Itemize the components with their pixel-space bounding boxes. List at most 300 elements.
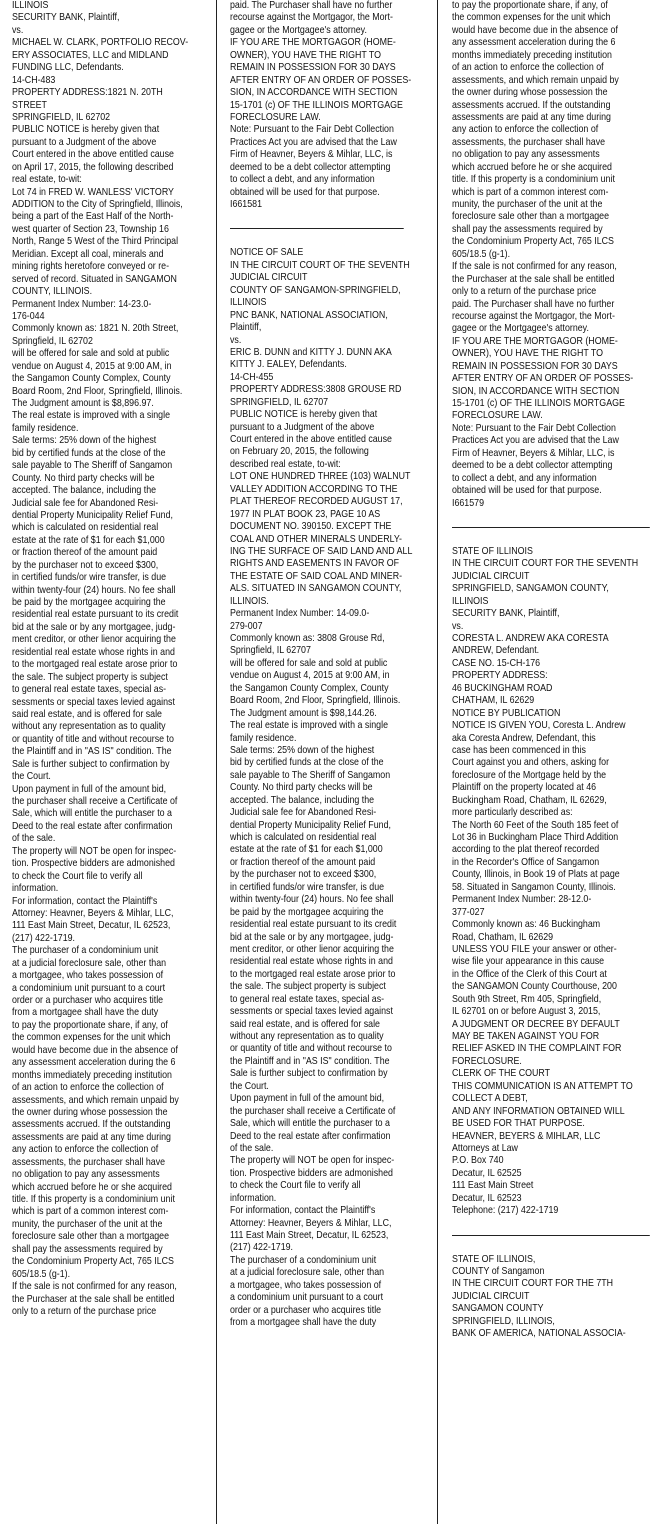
notice-text-line: AND ANY INFORMATION OBTAINED WILL [452,1105,625,1117]
notice-text-line: months immediately preceding institution [12,1069,172,1081]
notice-text-line: aka Coresta Andrew, Defendant, this [452,732,596,744]
notice-text-line: the Court. [230,1080,269,1092]
notice-text-line: UNLESS YOU FILE your answer or other- [452,943,617,955]
notice-text-line: sale payable to The Sheriff of Sangamon [12,460,173,472]
notice-text-line: residential real estate whose rights in and [12,646,175,658]
notice-text-line: CLERK OF THE COURT [452,1068,551,1080]
notice-text-line: ANDREW, Defendant. [452,645,540,657]
notice-text-line: MICHAEL W. CLARK, PORTFOLIO RECOV- [12,37,189,49]
notice-text-line: to check the Court file to verify all [12,870,143,882]
notice-text-line: County. No third party checks will be [230,782,373,794]
notice-text-line: 605/18.5 (g-1). [452,248,511,260]
notice-text-line: FORECLOSURE. [452,1055,522,1067]
notice-text-line: from a mortgagee shall have the duty [12,1007,159,1019]
notice-text-line: pursuant to a Judgment of the above [12,136,157,148]
notice-text-line: COLLECT A DEBT, [452,1093,528,1105]
notice-text-line: The property will NOT be open for inspec- [230,1155,395,1167]
notice-text-line: ALS. SITUATED IN SANGAMON COUNTY, [230,583,402,595]
notice-text-line: The purchaser of a condominium unit [230,1254,377,1266]
notice-text-line: Practices Act you are advised that the Law [230,136,397,148]
notice-text-line: said real estate, and is offered for sale [12,708,162,720]
notice-text-line: Decatur, IL 62523 [452,1192,522,1204]
notice-text-line: by the purchaser not to exceed $300, [230,869,377,881]
notice-text-line: SECURITY BANK, Plaintiff, [12,12,120,24]
notice-text-line: to pay the proportionate share, if any, of [452,0,608,11]
notice-text-line: Sale terms: 25% down of the highest [230,744,375,756]
notice-text-line: ILLINOIS [230,297,267,309]
notice-text-line: JUDICIAL CIRCUIT [452,1290,530,1302]
legal-notice [12,0,206,1318]
notice-text-line: of the sale. [12,833,56,845]
notice-text-line: I661581 [230,199,263,210]
notice-text-line: PNC BANK, NATIONAL ASSOCIATION, [230,309,388,321]
notice-text-line: SPRINGFIELD, SANGAMON COUNTY, [452,583,609,595]
notice-text-line: 14-CH-455 [230,371,274,383]
notice-text-line: only to a return of the purchase price [12,1305,157,1317]
notice-text-line: wise file your appearance in this cause [452,956,605,968]
notice-text-line: SION, IN ACCORDANCE WITH SECTION [230,87,398,99]
notice-text-line: the purchaser shall receive a Certificate of [230,1105,396,1117]
notice-text-line: or fraction thereof of the amount paid [230,856,376,868]
notice-text-line: STREET [12,99,47,111]
notice-text-line: The real estate is improved with a single [12,410,170,422]
notice-text-line: munity, the purchaser of the unit at the [452,199,603,210]
notice-text-line: dential Property Municipality Relief Fund, [230,819,391,831]
notice-text-line: family residence. [12,422,79,434]
notice-text-line: ERIC B. DUNN and KITTY J. DUNN AKA [230,346,392,358]
notice-text-line: foreclosure sale other than a mortgagee [452,211,610,223]
notice-text-line: of an action to enforce the collection of [12,1082,164,1094]
notice-text-line: vendue on August 4, 2015 at 9:00 AM, in [12,360,172,372]
notice-text-line: from a mortgagee shall have the duty [230,1317,377,1329]
notice-text-line: foreclosure sale other than a mortgagee [12,1231,170,1243]
notice-text-line: title. If this property is a condominium unit [452,174,615,186]
notice-spacing [452,510,650,522]
notice-text-line: Sale is further subject to confirmation by [12,758,170,770]
notice-text-line: according to the plat thereof recorded [452,844,600,856]
notice-text-line: Firm of Heavner, Beyers & Mihlar, LLC, is [230,149,393,161]
notice-text-line: obtained will be used for that purpose. [452,485,602,497]
notice-text-line: Practices Act you are advised that the Law [452,435,619,447]
notice-text-line: within twenty-four (24) hours. No fee shall [230,894,394,906]
notice-text-line: the Sangamon County Complex, County [12,373,171,385]
notice-text-line: MAY BE TAKEN AGAINST YOU FOR [452,1031,600,1042]
notice-text-line: LOT ONE HUNDRED THREE (103) WALNUT [230,471,411,483]
notice-text-line: or quantity of title and without recourse to [12,733,174,745]
notice-text-line: BE USED FOR THAT PURPOSE. [452,1118,585,1130]
notice-text-line: Attorneys at Law [452,1142,518,1154]
notice-text-line: The purchaser of a condominium unit [12,945,159,957]
notice-text-line: which is calculated on residential real [230,832,377,843]
notice-text-line: of an action to enforce the collection of [452,62,604,74]
notice-text-line: west quarter of Section 23, Township 16 [12,223,169,235]
notice-text-line: A JUDGMENT OR DECREE BY DEFAULT [452,1018,620,1030]
notice-text-line: residential real estate pursuant to its credit [230,919,397,931]
notice-text-line: at a judicial foreclosure sale, other than [230,1267,385,1279]
notice-text-line: any assessment acceleration during the 6 [452,37,616,49]
notice-text-line: family residence. [230,732,297,744]
notice-text-line: SPRINGFIELD, IL 62702 [12,111,111,123]
notice-text-line: assessments, the purchaser shall have [452,136,606,148]
notice-text-line: 176-044 [12,310,45,322]
notice-text-line: Upon payment in full of the amount bid, [12,783,167,795]
notice-text-line: by the purchaser not to exceed $300, [12,559,159,571]
notice-text-line: Firm of Heavner, Beyers & Mihlar, LLC, is [452,447,615,459]
notice-text-line: IN THE CIRCUIT COURT FOR THE 7TH [452,1278,614,1290]
notice-text-line: in certified funds/or wire transfer, is due [12,572,167,584]
notice-text-line: on February 20, 2015, the following [230,446,369,458]
notice-text-line: THE ESTATE OF SAID COAL AND MINER- [230,570,403,582]
notice-text-line: sessments or special taxes levied against [230,1006,393,1018]
notice-text-line: information. [12,883,59,895]
notice-text-line: or quantity of title and without recourse to [230,1043,392,1055]
notice-text-line: which is calculated on residential real [12,522,159,534]
notice-text-line: shall pay the assessments required by [12,1243,163,1255]
notice-text-line: FUNDING LLC, Defendants. [12,62,124,74]
notice-text-line: a condominium unit pursuant to a court [230,1292,384,1304]
notice-text-line: Decatur, IL 62525 [452,1167,522,1179]
notice-text-line: ment creditor, or other lienor acquiring the [12,634,176,646]
notice-text-line: 46 BUCKINGHAM ROAD [452,682,553,694]
notice-text-line: order or a purchaser who acquires title [230,1304,382,1316]
notice-text-line: any action to enforce the collection of [452,124,599,136]
notice-text-line: vs. [452,620,464,632]
notice-text-line: AFTER ENTRY OF AN ORDER OF POSSES- [230,74,412,86]
notice-text-line: assessments are paid at any time during [452,111,611,123]
notice-text-line: SPRINGFIELD, ILLINOIS, [452,1315,555,1327]
notice-text-line: to collect a debt, and any information [452,472,597,484]
notice-text-line: being a part of the East Half of the North- [12,211,174,223]
notice-text-line: the Court. [12,771,51,783]
notice-text-line: assessments are paid at any time during [12,1131,171,1143]
notice-text-line: assessments accrued. If the outstanding [452,99,611,111]
notice-text-line: Sale terms: 25% down of the highest [12,435,157,447]
notice-text-line: will be offered for sale and sold at public [230,657,388,669]
notice-text-line: the Sangamon County Complex, County [230,682,389,694]
notice-text-line: in the Recorder's Office of Sangamon [452,856,600,868]
notice-text-line: PROPERTY ADDRESS:1821 N. 20TH [12,87,163,99]
notice-text-line: assessments accrued. If the outstanding [12,1119,171,1131]
notice-text-line: P.O. Box 740 [452,1155,504,1167]
notice-text-line: If the sale is not confirmed for any reason, [12,1281,177,1293]
notice-text-line: Deed to the real estate after confirmation [12,820,173,832]
notice-text-line: tion. Prospective bidders are admonished [12,858,175,870]
notice-text-line: Plaintiff, [230,322,262,334]
notice-text-line: BANK OF AMERICA, NATIONAL ASSOCIA- [452,1328,626,1340]
notice-text-line: without any representation as to quality [230,1031,384,1042]
notice-text-line: to the mortgaged real estate arose prior to [230,968,396,980]
notice-text-line: SECURITY BANK, Plaintiff, [452,608,560,620]
notice-separator-rule [230,223,430,235]
notice-text-line: to pay the proportionate share, if any, of [12,1019,168,1031]
notice-text-line: Commonly known as: 46 Buckingham [452,919,601,931]
notice-text-line: a mortgagee, who takes possession of [12,970,164,982]
notice-text-line: Buckingham Road, Chatham, IL 62629, [452,794,607,806]
notice-text-line: the sale. The subject property is subject [12,671,168,683]
notice-text-line: RELIEF ASKED IN THE COMPLAINT FOR [452,1043,622,1055]
notice-text-line: to general real estate taxes, special as- [230,993,385,1005]
notice-text-line: COUNTY, ILLINOIS. [12,286,93,298]
notice-text-line: deemed to be a debt collector attempting [452,460,613,472]
notice-text-line: pursuant to a Judgment of the above [230,421,375,433]
notice-text-line: SANGAMON COUNTY [452,1303,544,1315]
notice-text-line: Board Room, 2nd Floor, Springfield, Illinois. [12,385,183,397]
notice-text-line: ILLINOIS [12,0,49,11]
notice-text-line: Court entered in the above entitled cause [12,149,174,161]
notice-text-line: 111 East Main Street, Decatur, IL 62523, [230,1230,389,1241]
notice-text-line: COUNTY OF SANGAMON-SPRINGFIELD, [230,284,401,296]
notice-text-line: REMAIN IN POSSESSION FOR 30 DAYS [230,62,396,74]
notice-text-line: ment creditor, or other lienor acquiring the [230,943,394,955]
notice-text-line: Court entered in the above entitled cause [230,434,392,445]
notice-text-line: The property will NOT be open for inspec- [12,845,177,857]
notice-text-line: vs. [230,334,242,346]
notice-text-line: JUDICIAL CIRCUIT [230,272,308,284]
notice-spacing [452,534,650,546]
notice-text-line: munity, the purchaser of the unit at the [12,1218,163,1230]
notice-text-line: PROPERTY ADDRESS: [452,670,548,682]
notice-text-line: COAL AND OTHER MINERALS UNDERLY- [230,533,402,545]
notice-text-line: HEAVNER, BEYERS & MIHLAR, LLC [452,1130,601,1142]
notice-text-line: ILLINOIS. [230,595,269,607]
notice-text-line: Road, Chatham, IL 62629 [452,931,554,943]
notice-text-line: estate at the rate of $1 for each $1,000 [230,844,383,856]
notice-text-line: ILLINOIS [452,595,489,607]
notice-text-line: bid by certified funds at the close of the [12,447,166,459]
notice-text-line: gagee or the Mortgagee's attorney. [230,24,367,36]
notice-text-line: more particularly described as: [452,807,573,819]
notice-text-line: months immediately preceding institution [452,49,612,61]
notice-text-line: PUBLIC NOTICE is hereby given that [12,124,160,136]
notice-text-line: the common expenses for the unit which [452,12,611,24]
notice-text-line: STATE OF ILLINOIS, [452,1253,536,1265]
notice-text-line: which accrued before he or she acquired [12,1181,172,1193]
notice-text-line: ERY ASSOCIATES, LLC and MIDLAND [12,49,169,61]
notice-text-line: NOTICE IS GIVEN YOU, Coresta L. Andrew [452,720,626,732]
notice-text-line: PLAT THEREOF RECORDED AUGUST 17, [230,496,403,508]
notice-text-line: to general real estate taxes, special as- [12,684,167,696]
notice-text-line: will be offered for sale and sold at public [12,348,170,360]
notice-text-line: shall pay the assessments required by [452,223,603,235]
notice-text-line: the owner during whose possession the [452,87,608,99]
notice-text-line: Deed to the real estate after confirmation [230,1130,391,1142]
notice-text-line: Lot 74 in FRED W. WANLESS' VICTORY [12,186,174,198]
notice-text-line: the Condominium Property Act, 765 ILCS [12,1256,174,1268]
notice-text-line: IF YOU ARE THE MORTGAGOR (HOME- [230,37,396,49]
notice-text-line: the purchaser shall receive a Certificate of [12,796,178,807]
notice-text-line: South 9th Street, Rm 405, Springfield, [452,993,602,1005]
notice-text-line: to check the Court file to verify all [230,1180,361,1192]
notice-text-line: in the Office of the Clerk of this Court at [452,968,607,980]
notice-text-line: no obligation to pay any assessments [452,149,600,161]
notice-text-line: North, Range 5 West of the Third Principal [12,236,179,248]
notice-text-line: residential real estate whose rights in and [230,956,393,968]
notice-text-line: IN THE CIRCUIT COURT OF THE SEVENTH [230,259,410,271]
legal-notice [452,546,650,1218]
notice-text-line: accepted. The balance, including the [12,485,157,497]
notice-text-line: case has been commenced in this [452,744,586,756]
notice-text-line: 111 East Main Street [452,1180,534,1192]
notice-text-line: bid at the sale or by any mortgagee, judg- [12,621,176,633]
notice-text-line: KITTY J. EALEY, Defendants. [230,359,347,371]
notice-text-line: Court against you and others, asking for [452,757,610,769]
notice-text-line: Permanent Index Number: 14-09.0- [230,608,370,620]
notice-text-line: Meridian. Except all coal, minerals and [12,248,164,260]
column-3 [452,0,650,1524]
notice-text-line: AFTER ENTRY OF AN ORDER OF POSSES- [452,373,634,385]
notice-text-line: residential real estate pursuant to its credit [12,609,179,621]
notice-text-line: sessments or special taxes levied against [12,696,175,708]
notice-text-line: the common expenses for the unit which [12,1032,171,1044]
notice-text-line: the SANGAMON County Courthouse, 200 [452,981,617,993]
legal-notice [230,0,430,211]
notice-text-line: THIS COMMUNICATION IS AN ATTEMPT TO [452,1080,633,1092]
notice-text-line: ING THE SURFACE OF SAID LAND AND ALL [230,545,413,557]
notice-text-line: Commonly known as: 3808 Grouse Rd, [230,633,385,644]
notice-text-line: estate at the rate of $1 for each $1,000 [12,534,165,546]
notice-text-line: OWNER), YOU HAVE THE RIGHT TO [230,49,382,61]
notice-text-line: recourse against the Mortgagor, the Mort- [452,310,615,322]
notice-text-line: Plaintiff on the property located at 46 [452,782,597,794]
notice-separator-rule [452,1230,650,1242]
notice-text-line: Attorney: Heavner, Beyers & Mihlar, LLC, [12,907,174,919]
legal-notice [452,0,650,510]
notice-text-line: the Purchaser at the sale shall be entitled [452,273,615,285]
notice-text-line: 15-1701 (c) OF THE ILLINOIS MORTGAGE [230,99,403,111]
notice-text-line: Springfield, IL 62702 [12,335,93,347]
notice-text-line: STATE OF ILLINOIS [452,545,533,557]
notice-text-line: For information, contact the Plaintiff's [12,895,158,907]
notice-text-line: The Judgment amount is $98,144.26. [230,707,377,719]
notice-text-line: any assessment acceleration during the 6 [12,1057,176,1069]
notice-text-line: would have become due in the absence of [452,24,618,36]
notice-text-line: IL 62701 on or before August 3, 2015, [452,1006,601,1018]
notice-text-line: CASE NO. 15-CH-176 [452,657,541,669]
notice-spacing [230,235,430,247]
notice-text-line: be paid by the mortgagee acquiring the [12,597,166,608]
notice-text-line: For information, contact the Plaintiff's [230,1205,376,1217]
notice-text-line: VALLEY ADDITION ACCORDING TO THE [230,483,398,495]
notice-text-line: which is part of a common interest com- [452,186,609,198]
notice-text-line: only to a return of the purchase price [452,286,597,298]
notice-text-line: sale payable to The Sheriff of Sangamon [230,769,391,781]
notice-spacing [452,1218,650,1230]
notice-text-line: IN THE CIRCUIT COURT FOR THE SEVENTH [452,558,639,570]
column-divider [216,0,217,1524]
notice-text-line: accepted. The balance, including the [230,794,375,806]
notice-text-line: (217) 422-1719. [230,1242,294,1254]
notice-text-line: NOTICE BY PUBLICATION [452,707,561,719]
notice-text-line: any action to enforce the collection of [12,1144,159,1156]
notice-text-line: Telephone: (217) 422-1719 [452,1205,559,1217]
notice-text-line: Upon payment in full of the amount bid, [230,1093,385,1105]
notice-text-line: SION, IN ACCORDANCE WITH SECTION [452,385,620,397]
notice-text-line: REMAIN IN POSSESSION FOR 30 DAYS [452,360,618,372]
notice-text-line: 377-027 [452,906,485,918]
notice-text-line: RIGHTS AND EASEMENTS IN FAVOR OF [230,558,400,570]
notice-text-line: Permanent Index Number: 14-23.0- [12,298,152,310]
notice-text-line: FORECLOSURE LAW. [452,410,543,422]
notice-text-line: the owner during whose possession the [12,1106,168,1118]
column-divider [437,0,438,1524]
notice-text-line: vs. [12,24,24,36]
notice-text-line: information. [230,1192,277,1204]
notice-text-line: paid. The Purchaser shall have no further [452,298,615,310]
notice-text-line: 14-CH-483 [12,74,56,86]
notice-text-line: 15-1701 (c) OF THE ILLINOIS MORTGAGE [452,398,625,409]
notice-text-line: the Plaintiff and in "AS IS" condition. The [12,746,172,758]
notice-text-line: The North 60 Feet of the South 185 feet of [452,819,619,831]
notice-text-line: I661579 [452,497,485,509]
notice-text-line: assessments, the purchaser shall have [12,1156,166,1168]
notice-text-line: OWNER), YOU HAVE THE RIGHT TO [452,348,604,360]
notice-text-line: PROPERTY ADDRESS:3808 GROUSE RD [230,384,402,396]
notice-text-line: CHATHAM, IL 62629 [452,695,535,707]
notice-text-line: The Judgment amount is $8,896.97. [12,398,154,409]
notice-text-line: tion. Prospective bidders are admonished [230,1167,393,1179]
notice-text-line: would have become due in the absence of [12,1044,178,1056]
notice-text-line: Sale is further subject to confirmation by [230,1068,388,1080]
notice-text-line: which accrued before he or she acquired [452,161,612,173]
notice-text-line: served of record. Situated in SANGAMON [12,273,177,285]
notice-text-line: ADDITION to the City of Springfield, Illinois, [12,199,183,210]
notice-text-line: described real estate, to-wit: [230,458,341,470]
notice-text-line: Judicial sale fee for Abandoned Resi- [12,497,159,509]
notice-text-line: vendue on August 4, 2015 at 9:00 AM, in [230,670,390,682]
notice-text-line: a condominium unit pursuant to a court [12,982,166,994]
legal-notice [452,1254,650,1341]
notice-text-line: of the sale. [230,1142,274,1154]
notice-text-line: CORESTA L. ANDREW AKA CORESTA [452,633,609,644]
notice-text-line: Sale, which will entitle the purchaser to a [230,1118,390,1130]
notice-text-line: 1977 IN PLAT BOOK 23, PAGE 10 AS [230,508,381,520]
notice-separator-rule [452,522,650,534]
notice-text-line: SPRINGFIELD, IL 62707 [230,396,329,408]
notice-text-line: NOTICE OF SALE [230,247,304,259]
notice-text-line: or fraction thereof of the amount paid [12,547,158,559]
notice-text-line: IF YOU ARE THE MORTGAGOR (HOME- [452,335,618,347]
notice-text-line: the sale. The subject property is subject [230,981,386,993]
notice-text-line: order or a purchaser who acquires title [12,995,164,1006]
notice-text-line: PUBLIC NOTICE is hereby given that [230,409,378,421]
notice-text-line: Springfield, IL 62707 [230,645,311,657]
notice-text-line: 58. Situated in Sangamon County, Illinois. [452,881,616,893]
column-2 [230,0,430,1524]
notice-text-line: Judicial sale fee for Abandoned Resi- [230,807,377,819]
notice-text-line: 111 East Main Street, Decatur, IL 62523, [12,920,171,932]
notice-text-line: recourse against the Mortgagor, the Mort- [230,12,393,24]
notice-text-line: FORECLOSURE LAW. [230,111,321,123]
notice-text-line: the Condominium Property Act, 765 ILCS [452,236,614,248]
notice-text-line: 605/18.5 (g-1). [12,1268,71,1280]
notice-text-line: Note: Pursuant to the Fair Debt Collection [452,422,616,434]
legal-notice [230,247,430,1329]
notice-text-line: Board Room, 2nd Floor, Springfield, Illinois. [230,695,401,707]
notice-spacing [452,1242,650,1254]
notice-text-line: gagee or the Mortgagee's attorney. [452,323,589,335]
notice-text-line: on April 17, 2015, the following described [12,161,174,173]
notice-text-line: If the sale is not confirmed for any reason, [452,261,617,273]
notice-text-line: at a judicial foreclosure sale, other than [12,957,167,969]
notice-text-line: County, Illinois, in Book 19 of Plats at page [452,869,620,881]
notice-text-line: COUNTY of Sangamon [452,1266,545,1277]
notice-text-line: the Purchaser at the sale shall be entitled [12,1293,175,1305]
notice-text-line: mining rights heretofore conveyed or re- [12,261,170,273]
notice-text-line: DOCUMENT NO. 390150. EXCEPT THE [230,521,392,533]
notice-text-line: Note: Pursuant to the Fair Debt Collection [230,124,394,136]
notice-text-line: a mortgagee, who takes possession of [230,1279,382,1291]
notice-text-line: to the mortgaged real estate arose prior to [12,659,178,671]
